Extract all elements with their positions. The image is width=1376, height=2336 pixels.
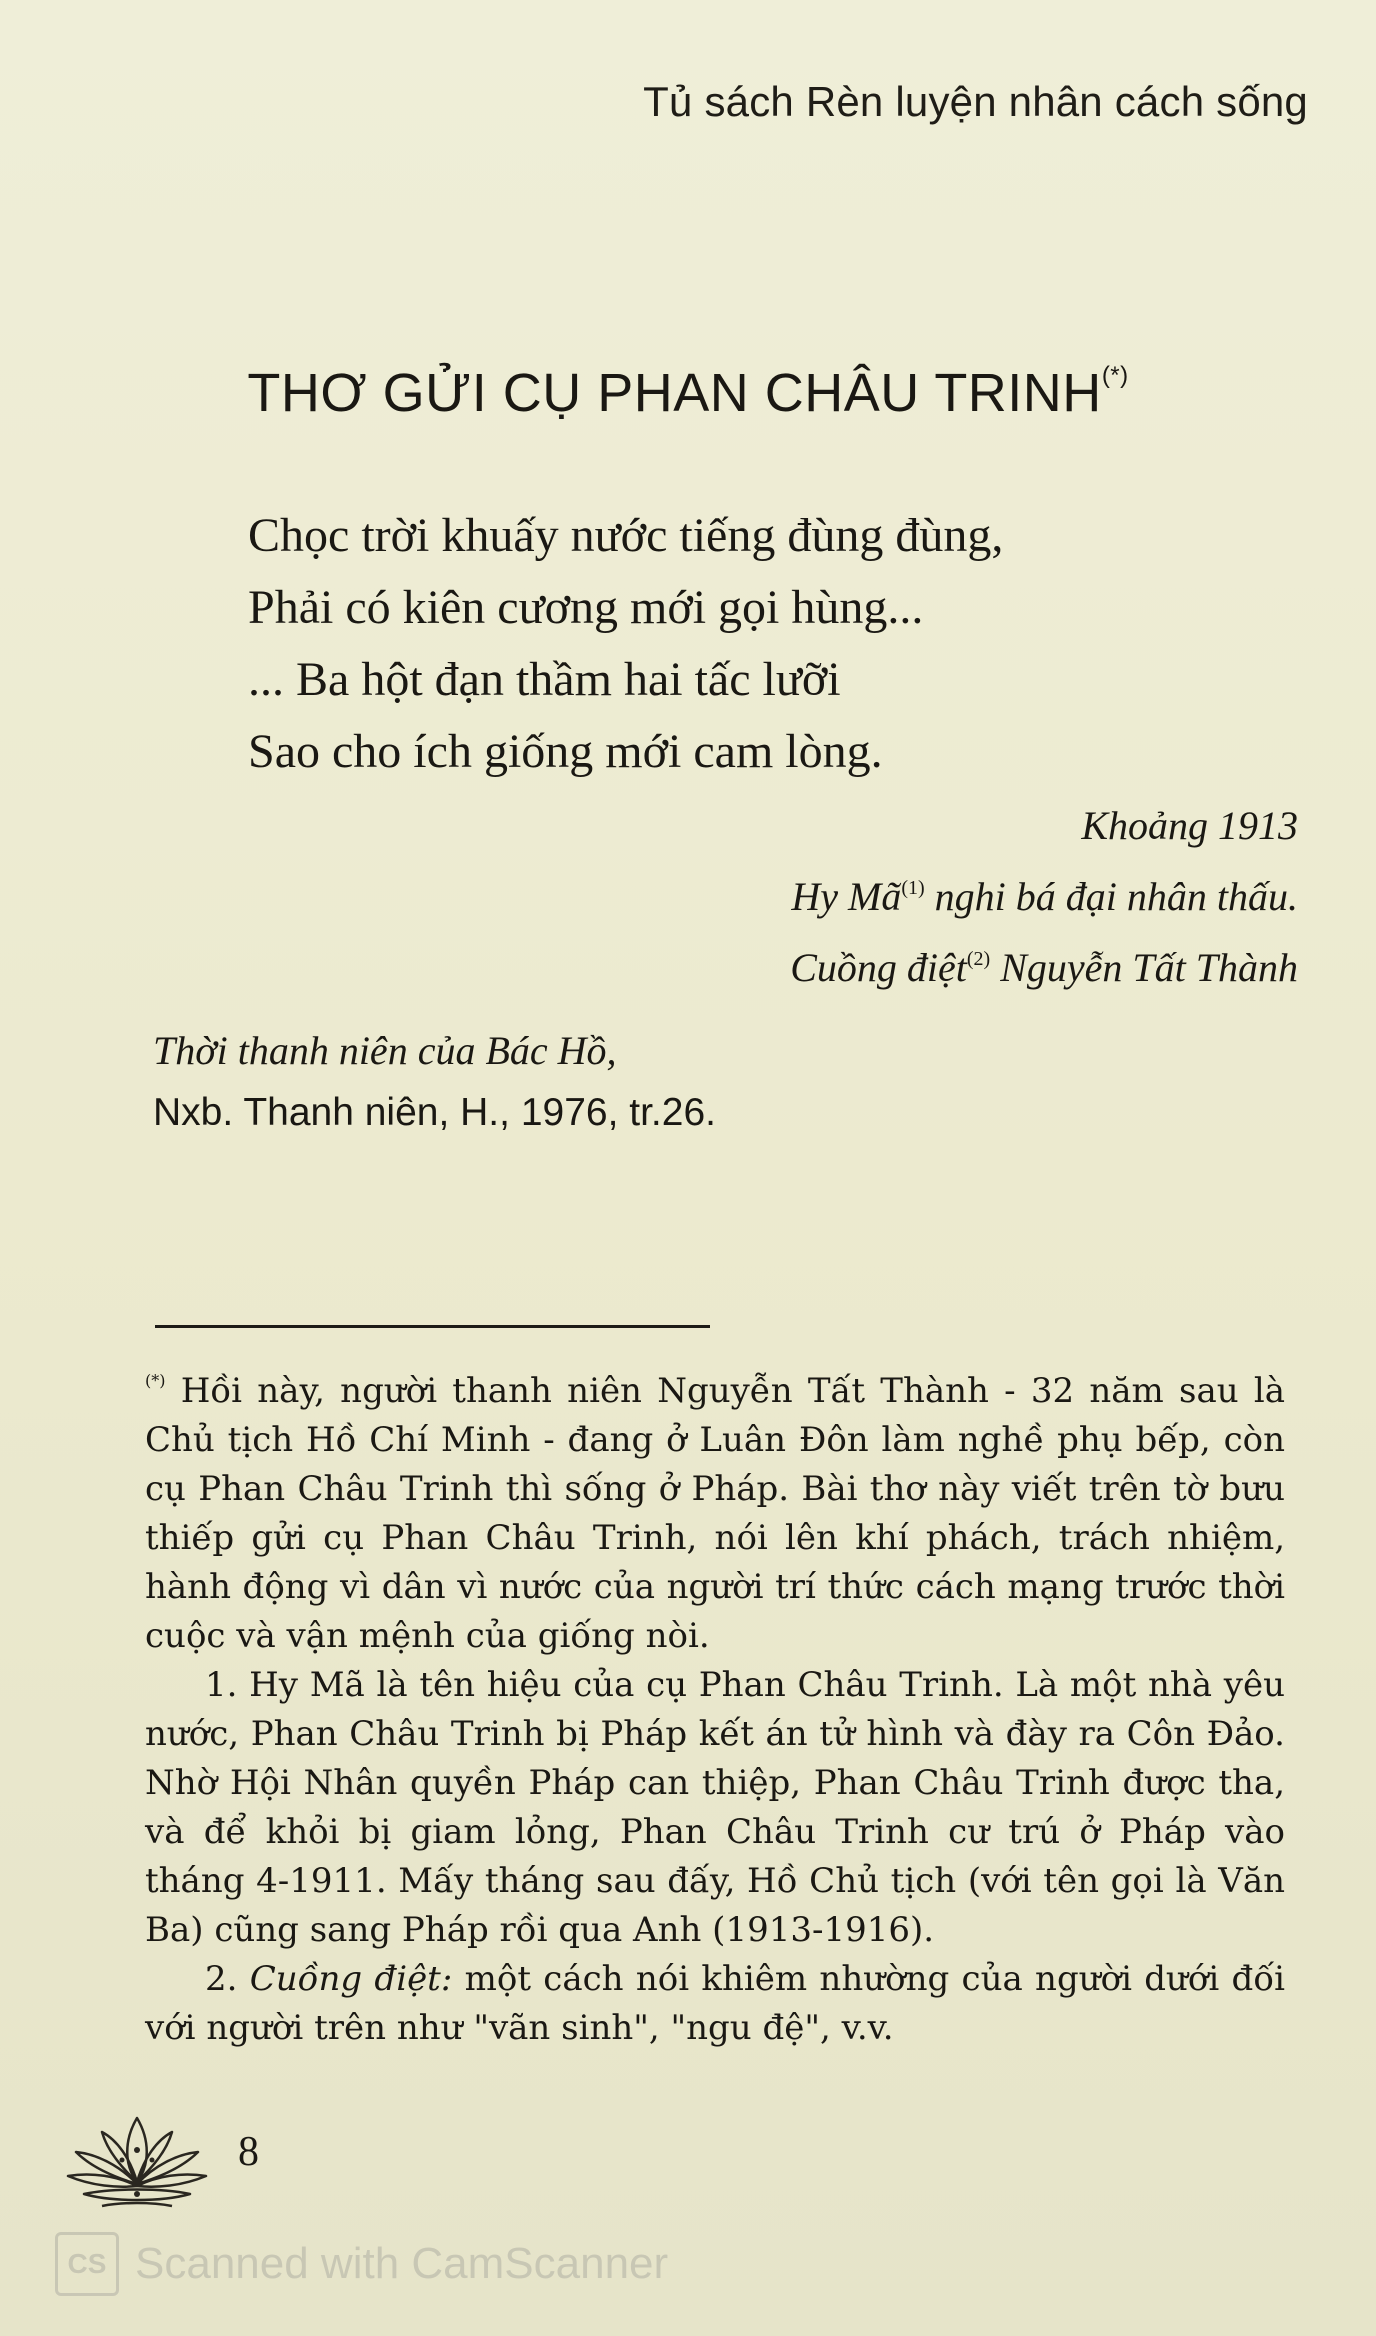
signature-name: Hy Mã — [791, 874, 902, 919]
footnotes — [145, 1356, 1285, 2053]
footnote-2-text: một cách nói khiêm nhường của người dưới đối với người trên như "vãn sinh", "ngu đệ", v.v. — [145, 1959, 1286, 2048]
footnote-2-number: 2. — [205, 1959, 250, 1999]
footnote-mark-2: (2) — [966, 948, 991, 970]
footnote-divider — [155, 1325, 710, 1328]
footnote-1: 1. Hy Mã là tên hiệu của cụ Phan Châu Trinh. Là một nhà yêu nước, Phan Châu Trinh bị Pháp kết án tử hình và đày ra Côn Đảo. Nhờ Hội Nhân quyền Pháp can thiệp, Phan Châu Trinh được tha, và để khỏi bị giam lỏng, Phan Châu Trinh cư trú ở Pháp vào tháng 4-1911. Mấy tháng sau đấy, Hồ Chủ tịch (với tên gọi là Văn Ba) cũng sang Pháp rồi qua Anh (1913-1916). — [145, 1665, 1285, 1950]
poem-line: Chọc trời khuấy nước tiếng đùng đùng, — [248, 509, 1004, 562]
signature-line-2 — [790, 928, 1298, 999]
signature-author: Nguyễn Tất Thành — [990, 945, 1298, 990]
poem-signature — [790, 795, 1298, 999]
signature-title: Cuồng điệt — [790, 945, 967, 990]
signature-phrase: nghi bá đại nhân thấu. — [924, 874, 1298, 919]
watermark-text: Scanned with CamScanner — [135, 2239, 669, 2288]
footnote-star-text: Hồi này, người thanh niên Nguyễn Tất Thành - 32 năm sau là Chủ tịch Hồ Chí Minh - đang ở Luân Đôn làm nghề phụ bếp, còn cụ Phan Châu Trinh thì sống ở Pháp. Bài thơ này viết trên tờ bưu thiếp gửi cụ Phan Châu Trinh, nói lên khí phách, trách nhiệm, hành động vì dân vì nước của người trí thức cách mạng trước thời cuộc và vận mệnh của giống nòi. — [145, 1371, 1285, 1656]
poem-date: Khoảng 1913 — [1081, 803, 1298, 848]
signature-line-1 — [790, 857, 1298, 928]
title-footnote-mark: (*) — [1101, 362, 1129, 389]
camscanner-logo-icon: CS — [55, 2232, 119, 2296]
scanner-watermark — [55, 2232, 668, 2296]
poem-line: ... Ba hột đạn thầm hai tấc lưỡi — [248, 653, 841, 706]
source-publisher: Nxb. Thanh niên, H., 1976, tr.26. — [153, 1091, 716, 1134]
page-number: 8 — [238, 2129, 259, 2175]
poem-line: Sao cho ích giống mới cam lòng. — [248, 725, 883, 778]
poem-title-text: THƠ GỬI CỤ PHAN CHÂU TRINH — [247, 363, 1102, 423]
footnote-2 — [145, 1955, 1285, 2053]
footnote-2-term: Cuồng điệt: — [249, 1959, 453, 1999]
footnote-star-mark: (*) — [145, 1371, 166, 1390]
running-header: Tủ sách Rèn luyện nhân cách sống — [643, 78, 1308, 125]
footnote-star — [145, 1356, 1285, 1661]
poem-title — [0, 362, 1376, 424]
poem-body — [248, 500, 1003, 788]
poem-line: Phải có kiên cương mới gọi hùng... — [248, 581, 924, 634]
source-citation — [153, 1020, 716, 1144]
source-book: Thời thanh niên của Bác Hồ, — [153, 1028, 617, 1073]
footnote-mark-1: (1) — [901, 877, 925, 899]
lotus-icon — [62, 2110, 212, 2220]
